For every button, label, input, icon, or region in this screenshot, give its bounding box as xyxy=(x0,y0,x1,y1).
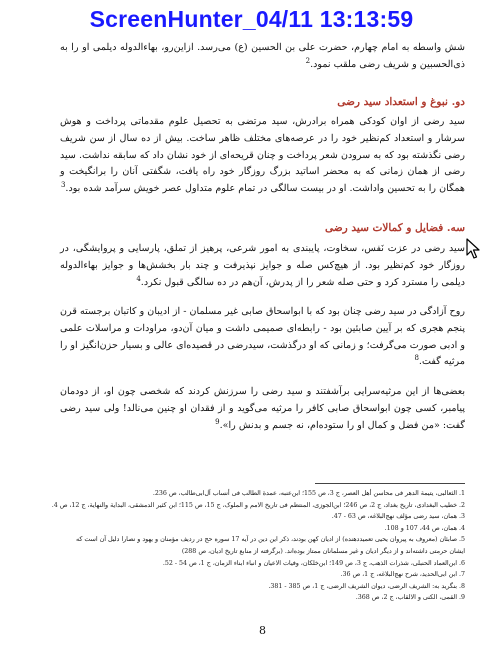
intro-text: شش واسطه به امام چهارم، حضرت علی بن الحسین (ع) می‌رسد. ازاین‌رو، بهاءالدوله دیلمی او را به ذی‌الحسبین و شریف رضی ملقب نمود. xyxy=(60,42,465,70)
footnote-ref: 2 xyxy=(305,56,311,65)
footnote-separator xyxy=(315,483,465,484)
footnote-item: 2. خطیب البغدادی، تاریخ بغداد، ج 2، ص 246؛ ابن‌الجوزی، المنتظم فی تاریخ الامم و الملوک، ج 15، ص 115؛ ابن کثیر الدمشقی، البدایة والنهایة، ج 12، ص 4. xyxy=(51,501,465,509)
virtues-text-2: روح آزادگی در سید رضی چنان بود که با ابواسحاق صابی غیر مسلمان - از ادیبان و کاتبان برجسته قرن پنجم هجری که بر آیین صابئین بود - رابطه‌ای صمیمی داشت و میان آن‌دو، مراودات و مراسلات علمی و ادبی صورت می‌گرفت؛ و زمانی که او درگذشت، سیدرضی در قصیده‌ای عالی و بسیار حزن‌انگیز او را مرثیه گفت. xyxy=(60,306,465,368)
footnote-ref: 4 xyxy=(136,274,141,283)
talent-text: سید رضی از اوان کودکی همراه برادرش، سید مرتضی به تحصیل علوم مقدماتی پرداخت و هوش سرشار و استعداد کم‌نظیر خود را در عرصه‌های مختلف ظاهر ساخت. بیش از ده سال از سن شریف رضی نگذشته بود که به سرودن شعر پرداخت و چنان قریحه‌ای از خود نشان داد که سابقه نداشت. سید رضی از همان زمانی که به محضر اساتید بزرگ روزگار خود راه یافت، شگفتی آنان را برانگیخت و همگان را به تحسین واداشت. او در بیست سالگی در تمام علوم متداول عصر خویش سرآمد شده بود. xyxy=(60,116,465,195)
footnotes xyxy=(51,488,465,604)
virtues-paragraph-3 xyxy=(60,384,465,434)
document-page xyxy=(51,36,465,642)
virtues-text-3: بعضی‌ها از این مرثیه‌سرایی برآشفتند و سید رضی را سرزنش کردند که شخصی چون او، از دودمان پیامبر، کسی چون ابواسحاق صابی کافر را مرثیه می‌گوید و از فقدان او چنین می‌نالد! ولی سید رضی گفت: «من فضل و کمال او را ستوده‌ام، نه جسم و بدنش را». xyxy=(60,386,465,431)
screenhunter-banner: ScreenHunter_04/11 13:13:59 xyxy=(89,6,414,32)
footnote-ref: 8 xyxy=(414,354,419,363)
footnote-ref: 3 xyxy=(60,181,66,189)
section-heading-virtues: سه. فضایل و کمالات سید رضی xyxy=(325,222,465,234)
talent-paragraph xyxy=(60,114,465,198)
footnote-item: 1. الثعالبی، یتیمة الدهر فی محاسن أهل العصر، ج 3، ص 155؛ ابن‌عنبه، عمدة الطالب فی أنساب آل‌ابی‌طالب، ص 236. xyxy=(152,490,465,497)
footnote-item: 9. القمی، الکنی و الالقاب، ج 2، ص 368. xyxy=(355,594,465,602)
virtues-paragraph-1 xyxy=(60,241,465,291)
page-number: 8 xyxy=(259,624,266,637)
footnote-ref: 9 xyxy=(215,417,220,426)
virtues-paragraph-2 xyxy=(60,304,465,371)
footnote-item: 3. همان، سید رضی مؤلف نهج‌البلاغه، ص 63 - 47. xyxy=(331,513,465,521)
section-heading-talent: دو. نبوغ و استعداد سید رضی xyxy=(337,96,465,108)
footnote-item: 7. ابن ابی‌الحدید، شرح نهج‌البلاغه، ج 1، ص 36. xyxy=(340,571,465,579)
footnote-item: 8. بنگرید به: الشریف الرضی، دیوان الشریف الرضی، ج 1، ص 385 - 381. xyxy=(268,582,465,590)
footnote-item: 5. صابئان (معروف به پیروان یحیی تعمیددهنده) از ادیان کهن بودند، ذکر این دین در آیه 17 سوره حج در ردیف مؤمنان و یهود و نصارا دلیل آن است که ایشان حرمتی داشته‌اند و از دیگر ادیان و غیر مسلمانان ممتاز بوده‌اند. (برگرفته از منابع تاریخ ادیان، ص 288) xyxy=(76,536,465,555)
footnote-item: 6. ابن‌العماد الحنبلی، شذرات الذهب، ج 3، ص 149؛ ابن‌خلکان، وفیات الاعیان و انباء ابناء الزمان، ج 1، ص 54 - 52. xyxy=(162,559,465,567)
mouse-pointer-icon xyxy=(466,238,480,260)
footnote-item: 4. همان، ص 44، 107 و 108. xyxy=(384,524,465,532)
intro-paragraph xyxy=(60,40,465,74)
virtues-text-1: سید رضی در عزت نَفس، سخاوت، پایبندی به امور شرعی، پرهیز از تملق، پارسایی و پروایشگی، در روزگار خود کم‌نظیر بود. از هیچ‌کس صله و جوایز نپذیرفت و چند بار بخشش‌ها و جوایز بهاءالدوله دیلمی را مسترد کرد و حتی صله شعر را از پدرش، آن‌هم در ده سالگی قبول نکرد. xyxy=(60,243,465,288)
